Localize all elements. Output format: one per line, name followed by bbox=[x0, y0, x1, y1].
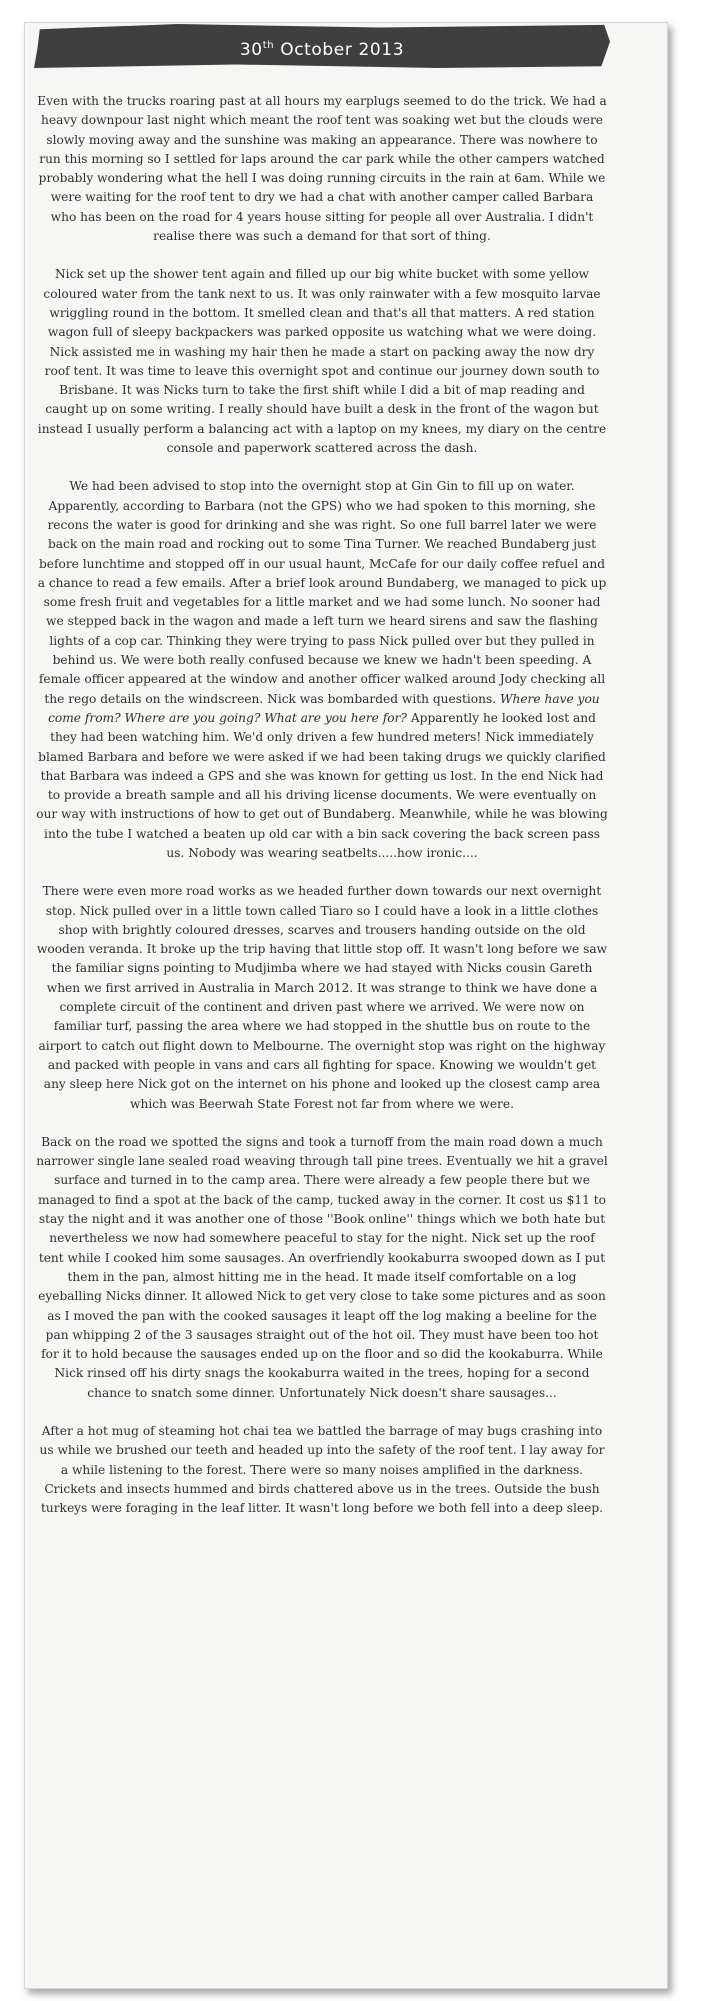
date-suffix: th bbox=[262, 40, 275, 51]
paragraph-5: Back on the road we spotted the signs and took a turnoff from the main road down a much narrower single lane sealed road weaving through tall pine trees. Eventually we hit a gravel surface and turned in to the camp area. There were already a few people there but we managed to find a spot at the back of the camp, tucked away in the corner. It cost us $11 to stay the night and it was another one of those ''Book online'' things which we both hate but nevertheless we now had somewhere peaceful to stay for the night. Nick set up the roof tent while I cooked him some sausages. An overfriendly kookaburra swooped down as I put them in the pan, almost hitting me in the head. It made itself comfortable on a log eyeballing Nicks dinner. It allowed Nick to get very close to take some pictures and as soon as I moved the pan with the cooked sausages it leapt off the log making a beeline for the pan whipping 2 of the 3 sausages straight out of the hot oil. They must have been too hot for it to hold because the sausages ended up on the floor and so did the kookaburra. While Nick rinsed off his dirty snags the kookaburra waited in the trees, hoping for a second chance to snatch some dinner. Unfortunately Nick doesn't share sausages... bbox=[36, 1134, 608, 1400]
paragraph-2: Nick set up the shower tent again and filled up our big white bucket with some yellow coloured water from the tank next to us. It was only rainwater with a few mosquito larvae wriggling round in the bottom. It smelled clean and that's all that matters. A red station wagon full of sleepy backpackers was parked opposite us watching what we were doing. Nick assisted me in washing my hair then he made a start on packing away the now dry roof tent. It was time to leave this overnight spot and continue our journey down south to Brisbane. It was Nicks turn to take the first shift while I did a bit of map reading and caught up on some writing. I really should have built a desk in the front of the wagon but instead I usually perform a balancing act with a laptop on my knees, my diary on the centre console and paperwork scattered across the dash. bbox=[37, 267, 607, 456]
paragraph-3 bbox=[36, 477, 608, 863]
paragraph-3-end: Apparently he looked lost and they had been watching him. We'd only driven a few hundred meters! Nick immediately blamed Barbara and before we were asked if we had been taking drugs we quickly clarified that Barbara was indeed a GPS and she was known for getting us lost. In the end Nick had to provide a breath sample and all his driving license documents. We were eventually on our way with instructions of how to get out of Bundaberg. Meanwhile, while he was blowing into the tube I watched a beaten up old car with a bin sack covering the back screen pass us. Nobody was wearing seatbelts.....how ironic.... bbox=[36, 710, 608, 860]
date-month-year: October 2013 bbox=[274, 40, 405, 60]
date-day: 30 bbox=[239, 40, 263, 60]
paragraph-1: Even with the trucks roaring past at all hours my earplugs seemed to do the trick. We had a heavy downpour last night which meant the roof tent was soaking wet but the clouds were slowly moving away and the sunshine was making an appearance. There was nowhere to run this morning so I settled for laps around the car park while the other campers watched probably wondering what the hell I was doing running circuits in the rain at 6am. While we were waiting for the roof tent to dry we had a chat with another camper called Barbara who has been on the road for 4 years house sitting for people all over Australia. I didn't realise there was such a demand for that sort of thing. bbox=[37, 94, 607, 244]
journal-body bbox=[36, 92, 608, 1537]
date-title bbox=[34, 24, 610, 68]
paragraph-3-questions: Where have you come from? Where are you going? What are you here for? bbox=[48, 691, 600, 725]
paragraph-3-start: We had been advised to stop into the overnight stop at Gin Gin to fill up on water. Apparently, according to Barbara (not the GPS) who we had spoken to this morning, she recons the water is good for drinking and she was right. So one full barrel later we were back on the main road and rocking out to some Tina Turner. We reached Bundaberg just before lunchtime and stopped off in our usual haunt, McCafe for our daily coffee refuel and a chance to read a few emails. After a brief look around Bundaberg, we managed to pick up some fresh fruit and vegetables for a little market and we had some lunch. No sooner had we stepped back in the wagon and made a left turn we heard sirens and saw the flashing lights of a cop car. Thinking they were trying to pass Nick pulled over but they pulled in behind us. We were both really confused because we knew we hadn't been speeding. A female officer appeared at the window and another officer walked around Jody checking all the rego details on the windscreen. Nick was bombarded with questions. bbox=[37, 479, 607, 706]
paragraph-6: After a hot mug of steaming hot chai tea we battled the barrage of may bugs crashing into us while we brushed our teeth and headed up into the safety of the roof tent. I lay away for a while listening to the forest. There were so many noises amplified in the darkness. Crickets and insects hummed and birds chattered above us in the trees. Outside the bush turkeys were foraging in the leaf litter. It wasn't long before we both fell into a deep sleep. bbox=[39, 1424, 605, 1516]
paragraph-4: There were even more road works as we headed further down towards our next overnight stop. Nick pulled over in a little town called Tiaro so I could have a look in a little clothes shop with brightly coloured dresses, scarves and trousers handing outside on the old wooden veranda. It broke up the trip having that little stop off. It wasn't long before we saw the familiar signs pointing to Mudjimba where we had stayed with Nicks cousin Gareth when we first arrived in Australia in March 2012. It was strange to think we have done a complete circuit of the continent and driven past where we arrived. We were now on familiar turf, passing the area where we had stopped in the shuttle bus on route to the airport to catch out flight down to Melbourne. The overnight stop was right on the highway and packed with people in vans and cars all fighting for space. Knowing we wouldn't get any sleep here Nick got on the internet on his phone and looked up the closest camp area which was Beerwah State Forest not far from where we were. bbox=[36, 884, 608, 1111]
